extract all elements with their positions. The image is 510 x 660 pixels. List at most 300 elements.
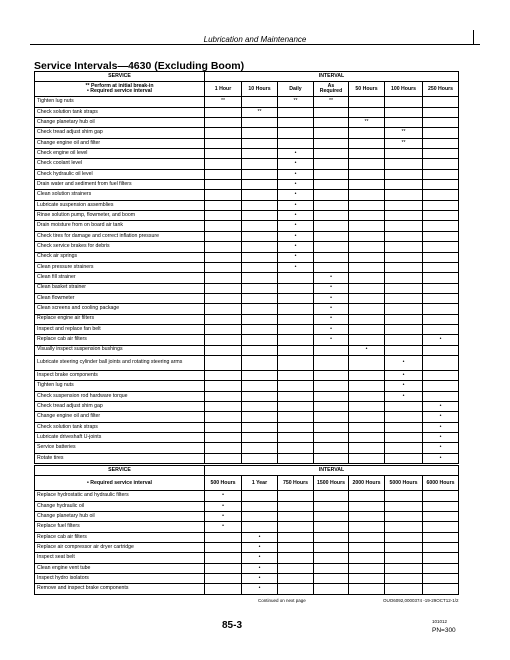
interval-mark [278, 491, 314, 501]
interval-mark [314, 584, 349, 594]
interval-mark [423, 169, 459, 179]
interval-mark [349, 211, 385, 221]
interval-mark [385, 553, 423, 563]
interval-mark [242, 283, 278, 293]
interval-mark [423, 231, 459, 241]
legend-break-in: ** Perform at initial break-in [85, 82, 154, 89]
interval-mark [205, 324, 242, 334]
interval-mark [385, 159, 423, 169]
interval-mark [349, 221, 385, 231]
interval-mark [314, 128, 349, 138]
service-item: Check hydraulic oil level [35, 169, 205, 179]
interval-mark [314, 169, 349, 179]
interval-mark [278, 422, 314, 432]
header-rule [30, 44, 480, 45]
interval-mark [385, 231, 423, 241]
interval-mark [314, 345, 349, 355]
service-item: Replace hydrostatic and hydraulic filters [35, 491, 205, 501]
interval-mark [278, 512, 314, 522]
interval-mark [349, 412, 385, 422]
interval-mark [314, 443, 349, 453]
interval-mark [205, 563, 242, 573]
interval-mark [242, 128, 278, 138]
interval-mark [349, 252, 385, 262]
interval-mark [349, 491, 385, 501]
interval-mark [423, 273, 459, 283]
table-row [35, 574, 459, 584]
service-item: Check solution tank straps [35, 107, 205, 117]
interval-mark [278, 304, 314, 314]
revision-code: 101012 [432, 619, 448, 624]
interval-mark [205, 574, 242, 584]
interval-mark [385, 118, 423, 128]
interval-mark [385, 324, 423, 334]
interval-mark [242, 433, 278, 443]
table-row [35, 335, 459, 345]
service-item: Replace fuel filters [35, 522, 205, 532]
service-item: Clean basket strainer [35, 283, 205, 293]
table-row [35, 107, 459, 117]
interval-mark [205, 391, 242, 401]
interval-mark [205, 211, 242, 221]
interval-mark [349, 273, 385, 283]
table-row [35, 532, 459, 542]
table-row [35, 370, 459, 380]
interval-mark [314, 138, 349, 148]
interval-mark [385, 107, 423, 117]
table-row [35, 159, 459, 169]
table-row [35, 242, 459, 252]
table-row [35, 412, 459, 422]
interval-mark [423, 211, 459, 221]
reference-code: OUO6092,0000374 -19-29OCT12-1/2 [383, 598, 459, 603]
interval-mark [314, 412, 349, 422]
interval-mark: • [242, 563, 278, 573]
interval-mark [349, 242, 385, 252]
service-intervals-table-1 [34, 71, 459, 464]
interval-mark [278, 543, 314, 553]
table-row [35, 433, 459, 443]
interval-mark [314, 355, 349, 370]
service-item: Tighten lug nuts [35, 97, 205, 107]
interval-mark [349, 107, 385, 117]
interval-mark: • [278, 200, 314, 210]
table-row [35, 283, 459, 293]
table-row [35, 324, 459, 334]
interval-mark [205, 252, 242, 262]
interval-mark [314, 453, 349, 463]
table-row [35, 231, 459, 241]
interval-mark [385, 200, 423, 210]
table-row [35, 355, 459, 370]
interval-mark [385, 314, 423, 324]
interval-mark [242, 401, 278, 411]
interval-mark [349, 553, 385, 563]
interval-mark [205, 422, 242, 432]
service-item: Inspect and replace fan belt [35, 324, 205, 334]
service-item: Remove and inspect brake components [35, 584, 205, 594]
interval-mark [205, 584, 242, 594]
interval-mark [278, 401, 314, 411]
interval-mark [314, 522, 349, 532]
interval-mark [205, 273, 242, 283]
interval-mark [314, 221, 349, 231]
interval-mark: • [242, 553, 278, 563]
interval-mark [242, 180, 278, 190]
interval-mark [314, 491, 349, 501]
interval-mark [385, 221, 423, 231]
interval-mark: • [278, 159, 314, 169]
interval-mark [242, 355, 278, 370]
interval-mark [242, 118, 278, 128]
column-header: 100 Hours [385, 82, 423, 97]
interval-mark [385, 563, 423, 573]
interval-mark [314, 512, 349, 522]
interval-mark [349, 401, 385, 411]
table-row [35, 491, 459, 501]
interval-mark [205, 553, 242, 563]
interval-mark [278, 563, 314, 573]
interval-mark [278, 501, 314, 511]
interval-mark [423, 522, 459, 532]
interval-mark [278, 345, 314, 355]
interval-mark: • [314, 304, 349, 314]
interval-mark: ** [205, 97, 242, 107]
interval-mark: • [278, 221, 314, 231]
interval-mark: • [278, 211, 314, 221]
interval-mark [314, 543, 349, 553]
interval-mark [385, 273, 423, 283]
interval-mark [349, 501, 385, 511]
interval-mark [385, 401, 423, 411]
interval-mark [242, 391, 278, 401]
page-number: 85-3 [222, 620, 243, 631]
interval-mark [242, 453, 278, 463]
interval-mark [314, 242, 349, 252]
interval-mark [278, 443, 314, 453]
interval-mark [278, 128, 314, 138]
interval-mark [242, 138, 278, 148]
table-row [35, 422, 459, 432]
interval-mark [205, 433, 242, 443]
interval-mark [385, 345, 423, 355]
interval-mark [278, 118, 314, 128]
interval-mark [385, 169, 423, 179]
interval-mark [349, 283, 385, 293]
interval-mark [385, 443, 423, 453]
interval-mark [205, 128, 242, 138]
interval-mark [385, 190, 423, 200]
interval-mark [205, 543, 242, 553]
table-row [35, 345, 459, 355]
interval-mark [205, 200, 242, 210]
interval-mark [205, 293, 242, 303]
service-item: Change engine oil and filter [35, 412, 205, 422]
interval-mark [385, 412, 423, 422]
interval-mark [278, 381, 314, 391]
interval-mark [205, 231, 242, 241]
table-row [35, 149, 459, 159]
interval-mark [242, 252, 278, 262]
service-item: Clean screens and cooling package [35, 304, 205, 314]
service-item: Inspect hydro isolators [35, 574, 205, 584]
interval-mark [205, 169, 242, 179]
service-item: Check engine oil level [35, 149, 205, 159]
interval-mark: • [278, 180, 314, 190]
interval-mark [349, 159, 385, 169]
interval-mark [385, 262, 423, 272]
interval-mark: • [242, 532, 278, 542]
service-item: Clean engine vent tube [35, 563, 205, 573]
service-item: Check tread adjust shim gap [35, 401, 205, 411]
interval-mark [423, 242, 459, 252]
table-row [35, 512, 459, 522]
service-item: Drain moisture from on board air tank [35, 221, 205, 231]
interval-mark: • [385, 391, 423, 401]
table-row [35, 453, 459, 463]
interval-mark [349, 574, 385, 584]
table-row [35, 211, 459, 221]
interval-mark [423, 128, 459, 138]
interval-mark [314, 563, 349, 573]
interval-mark [385, 97, 423, 107]
interval-mark [278, 553, 314, 563]
interval-mark: • [278, 190, 314, 200]
table-row [35, 262, 459, 272]
interval-mark: • [423, 412, 459, 422]
interval-mark [205, 314, 242, 324]
interval-mark: • [278, 242, 314, 252]
table-row [35, 304, 459, 314]
interval-mark [205, 118, 242, 128]
interval-mark [205, 381, 242, 391]
interval-mark [385, 422, 423, 432]
interval-mark: • [205, 512, 242, 522]
interval-mark [242, 345, 278, 355]
continued-note: Continued on next page [258, 598, 306, 603]
service-item: Replace air compressor air dryer cartridge [35, 543, 205, 553]
interval-mark: • [423, 433, 459, 443]
interval-mark [278, 107, 314, 117]
table-row [35, 252, 459, 262]
interval-mark [349, 443, 385, 453]
service-item: Change hydraulic oil [35, 501, 205, 511]
interval-mark [423, 512, 459, 522]
interval-mark [314, 149, 349, 159]
table-row [35, 273, 459, 283]
service-item: Tighten lug nuts [35, 381, 205, 391]
interval-mark [385, 211, 423, 221]
interval-mark [349, 433, 385, 443]
interval-mark [349, 169, 385, 179]
interval-mark [423, 543, 459, 553]
legend-required: • Required service interval [35, 476, 205, 491]
interval-mark [349, 543, 385, 553]
table-row [35, 190, 459, 200]
table-row [35, 138, 459, 148]
interval-heading: INTERVAL [205, 466, 459, 476]
table-row [35, 553, 459, 563]
interval-mark: • [423, 401, 459, 411]
interval-mark [242, 190, 278, 200]
table-row [35, 118, 459, 128]
interval-mark [205, 159, 242, 169]
interval-mark [385, 180, 423, 190]
interval-mark [205, 532, 242, 542]
interval-mark [314, 211, 349, 221]
interval-mark [205, 412, 242, 422]
interval-mark [314, 553, 349, 563]
interval-mark [278, 453, 314, 463]
interval-mark [385, 433, 423, 443]
interval-mark [423, 314, 459, 324]
service-item: Change engine oil and filter [35, 138, 205, 148]
interval-mark [242, 221, 278, 231]
legend-required: • Required service interval [87, 88, 152, 95]
interval-mark: • [278, 262, 314, 272]
interval-mark [423, 283, 459, 293]
interval-mark: • [349, 345, 385, 355]
service-item: Clean solution strainers [35, 190, 205, 200]
interval-mark [423, 180, 459, 190]
service-item: Inspect seat belt [35, 553, 205, 563]
table-row [35, 293, 459, 303]
interval-mark: • [242, 574, 278, 584]
interval-mark: • [314, 335, 349, 345]
interval-mark: • [385, 355, 423, 370]
interval-mark [423, 97, 459, 107]
interval-mark [423, 574, 459, 584]
service-item: Check suspension rod hardware torque [35, 391, 205, 401]
interval-mark [314, 231, 349, 241]
column-header: 500 Hours [205, 476, 242, 491]
interval-mark [349, 138, 385, 148]
service-item: Check coolant level [35, 159, 205, 169]
interval-mark [423, 532, 459, 542]
service-item: Service batteries [35, 443, 205, 453]
interval-mark [349, 335, 385, 345]
interval-mark [205, 355, 242, 370]
interval-mark [423, 304, 459, 314]
column-header: 6000 Hours [423, 476, 459, 491]
column-header: Daily [278, 82, 314, 97]
interval-mark [423, 200, 459, 210]
interval-mark [349, 231, 385, 241]
service-item: Replace engine air filters [35, 314, 205, 324]
interval-mark [242, 491, 278, 501]
interval-mark [278, 574, 314, 584]
interval-mark [314, 532, 349, 542]
interval-mark [423, 491, 459, 501]
interval-mark [314, 107, 349, 117]
interval-mark [278, 391, 314, 401]
interval-mark: • [314, 273, 349, 283]
interval-mark [278, 293, 314, 303]
service-item: Lubricate driveshaft U-joints [35, 433, 205, 443]
interval-mark: ** [385, 128, 423, 138]
interval-mark [314, 180, 349, 190]
interval-mark [423, 118, 459, 128]
interval-mark [385, 584, 423, 594]
interval-mark [423, 262, 459, 272]
service-item: Clean flowmeter [35, 293, 205, 303]
interval-mark [423, 190, 459, 200]
interval-mark [314, 422, 349, 432]
column-header: 10 Hours [242, 82, 278, 97]
interval-mark: • [278, 169, 314, 179]
page-title: Service Intervals—4630 (Excluding Boom) [34, 60, 245, 72]
interval-mark [205, 304, 242, 314]
interval-mark [349, 370, 385, 380]
interval-mark [314, 200, 349, 210]
interval-mark [423, 293, 459, 303]
interval-mark: • [385, 370, 423, 380]
interval-mark [242, 200, 278, 210]
interval-mark [242, 501, 278, 511]
interval-mark [314, 501, 349, 511]
service-item: Inspect brake components [35, 370, 205, 380]
interval-mark [278, 138, 314, 148]
table-row [35, 169, 459, 179]
interval-mark [314, 391, 349, 401]
interval-mark [423, 501, 459, 511]
interval-mark [423, 221, 459, 231]
interval-mark [349, 584, 385, 594]
interval-mark [349, 391, 385, 401]
interval-mark [423, 159, 459, 169]
interval-mark [278, 532, 314, 542]
column-header: 250 Hours [423, 82, 459, 97]
interval-mark [385, 543, 423, 553]
service-item: Clean fill strainer [35, 273, 205, 283]
interval-mark [385, 501, 423, 511]
interval-mark: • [314, 293, 349, 303]
interval-mark: ** [385, 138, 423, 148]
service-item: Rinse solution pump, flowmeter, and boom [35, 211, 205, 221]
column-header: 5000 Hours [385, 476, 423, 491]
interval-mark [385, 149, 423, 159]
interval-mark: • [385, 381, 423, 391]
table-row [35, 97, 459, 107]
interval-mark [385, 522, 423, 532]
interval-mark [349, 293, 385, 303]
interval-mark [242, 304, 278, 314]
interval-mark [205, 149, 242, 159]
interval-mark [349, 180, 385, 190]
interval-mark [205, 107, 242, 117]
interval-mark: • [278, 149, 314, 159]
interval-mark: • [423, 335, 459, 345]
interval-mark [314, 118, 349, 128]
interval-heading: INTERVAL [205, 72, 459, 82]
interval-mark [423, 324, 459, 334]
interval-mark [349, 149, 385, 159]
interval-mark [349, 381, 385, 391]
interval-mark [242, 370, 278, 380]
interval-mark: • [278, 252, 314, 262]
interval-mark [349, 324, 385, 334]
running-header: Lubrication and Maintenance [203, 35, 307, 44]
interval-mark [314, 252, 349, 262]
service-item: Change planetary hub oil [35, 512, 205, 522]
interval-mark: • [242, 584, 278, 594]
interval-mark [349, 355, 385, 370]
interval-mark [423, 584, 459, 594]
interval-mark: ** [278, 97, 314, 107]
interval-mark [349, 262, 385, 272]
interval-mark [314, 190, 349, 200]
table-row [35, 401, 459, 411]
